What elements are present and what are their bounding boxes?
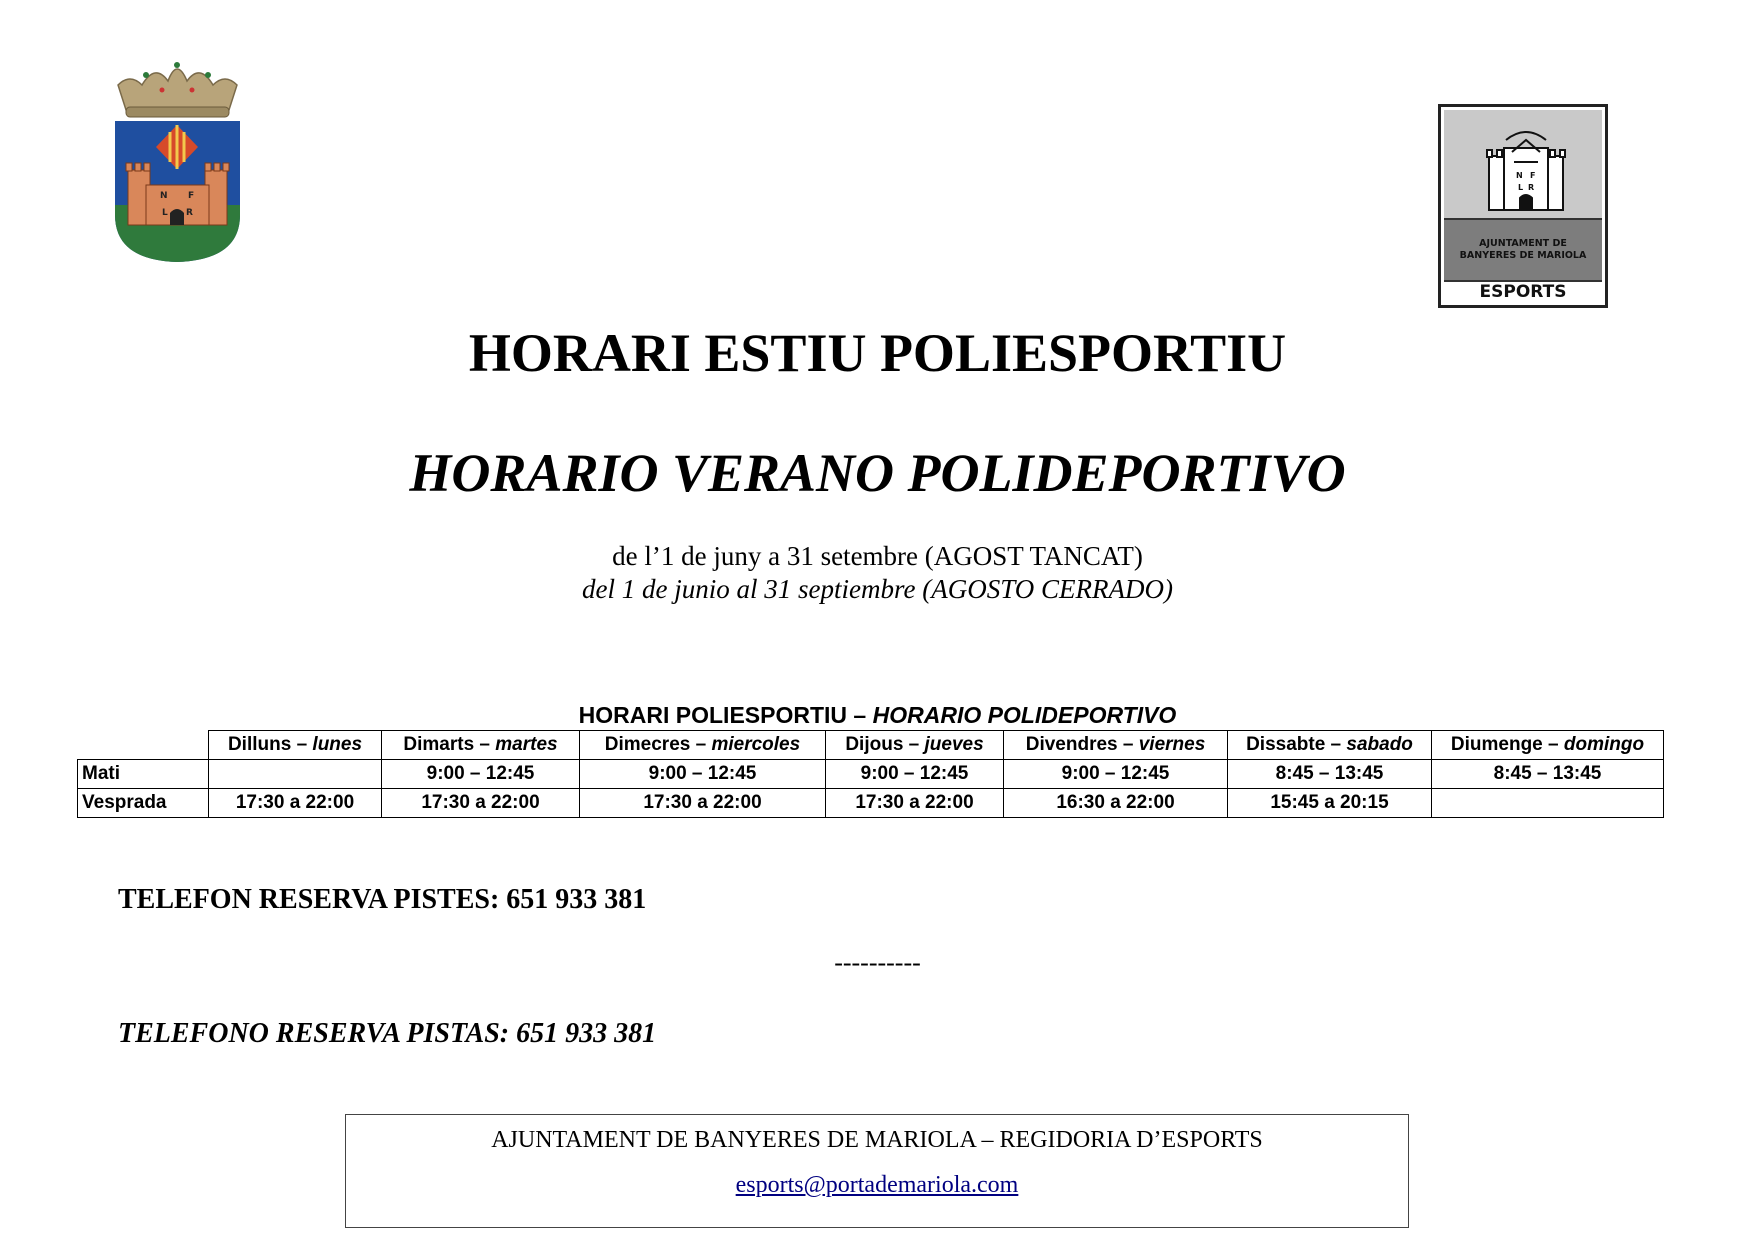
table-header-row [78, 731, 1664, 760]
page-title-spanish: HORARIO VERANO POLIDEPORTIVO [409, 443, 1346, 503]
footer-organization: AJUNTAMENT DE BANYERES DE MARIOLA – REGIDORIA D’ESPORTS [491, 1127, 1263, 1153]
table-caption [0, 702, 1755, 729]
header-day-friday: Divendres – viernes [1004, 731, 1228, 760]
row-label-morning: Mati [78, 760, 209, 789]
coat-letter-r: R [186, 208, 193, 218]
table-cell: 9:00 – 12:45 [1004, 760, 1228, 789]
header-day-monday: Dilluns – lunes [209, 731, 382, 760]
separator: ---------- [834, 948, 921, 977]
esports-logo-label: ESPORTS [1479, 282, 1567, 302]
coat-letter-l: L [162, 208, 168, 218]
phone-reservation: TELEFON RESERVA PISTES: 651 933 381 [118, 884, 647, 915]
footer-box [345, 1114, 1409, 1228]
table-cell: 9:00 – 12:45 [382, 760, 580, 789]
header-day-wednesday: Dimecres – miercoles [580, 731, 826, 760]
header-day-saturday: Dissabte – sabado [1228, 731, 1432, 760]
table-cell: 8:45 – 13:45 [1432, 760, 1664, 789]
table-cell [1432, 789, 1664, 818]
esports-logo-org: AJUNTAMENT DE BANYERES DE MARIOLA [1459, 238, 1587, 261]
phone-reservation-spanish: TELEFONO RESERVA PISTAS: 651 933 381 [118, 1018, 657, 1049]
table-row [78, 789, 1664, 818]
header-day-sunday: Diumenge – domingo [1432, 731, 1664, 760]
esports-letter-r: R [1528, 183, 1535, 192]
page-title: HORARI ESTIU POLIESPORTIU [468, 323, 1287, 383]
table-cell: 17:30 a 22:00 [580, 789, 826, 818]
esports-letter-n: N [1516, 171, 1523, 180]
table-cell: 9:00 – 12:45 [580, 760, 826, 789]
table-cell: 17:30 a 22:00 [209, 789, 382, 818]
coat-of-arms-logo [110, 55, 245, 265]
table-caption-ca: HORARI POLIESPORTIU – [578, 702, 873, 728]
footer-email-link[interactable]: esports@portademariola.com [735, 1172, 1019, 1198]
table-cell: 17:30 a 22:00 [382, 789, 580, 818]
crown-icon [118, 62, 237, 117]
table-cell: 8:45 – 13:45 [1228, 760, 1432, 789]
esports-letter-f: F [1530, 171, 1536, 180]
esports-logo [1438, 104, 1608, 308]
table-row [78, 760, 1664, 789]
esports-logo-emblem [1444, 110, 1602, 218]
shield-icon [115, 121, 240, 262]
date-range: de l’1 de juny a 31 setembre (AGOST TANCAT) [612, 541, 1143, 571]
table-cell: 15:45 a 20:15 [1228, 789, 1432, 818]
coat-letter-f: F [188, 191, 195, 201]
table-caption-es: HORARIO POLIDEPORTIVO [872, 702, 1177, 728]
castle-icon [1444, 110, 1608, 218]
esports-letter-l: L [1518, 183, 1524, 192]
header-day-thursday: Dijous – jueves [826, 731, 1004, 760]
header-corner [78, 731, 209, 760]
table-cell: 9:00 – 12:45 [826, 760, 1004, 789]
date-range-spanish: del 1 de junio al 31 septiembre (AGOSTO CERRADO) [582, 574, 1173, 604]
row-label-afternoon: Vesprada [78, 789, 209, 818]
table-cell: 17:30 a 22:00 [826, 789, 1004, 818]
header-day-tuesday: Dimarts – martes [382, 731, 580, 760]
table-cell: 16:30 a 22:00 [1004, 789, 1228, 818]
table-cell [209, 760, 382, 789]
schedule-table [77, 730, 1664, 818]
coat-letter-n: N [160, 191, 168, 201]
